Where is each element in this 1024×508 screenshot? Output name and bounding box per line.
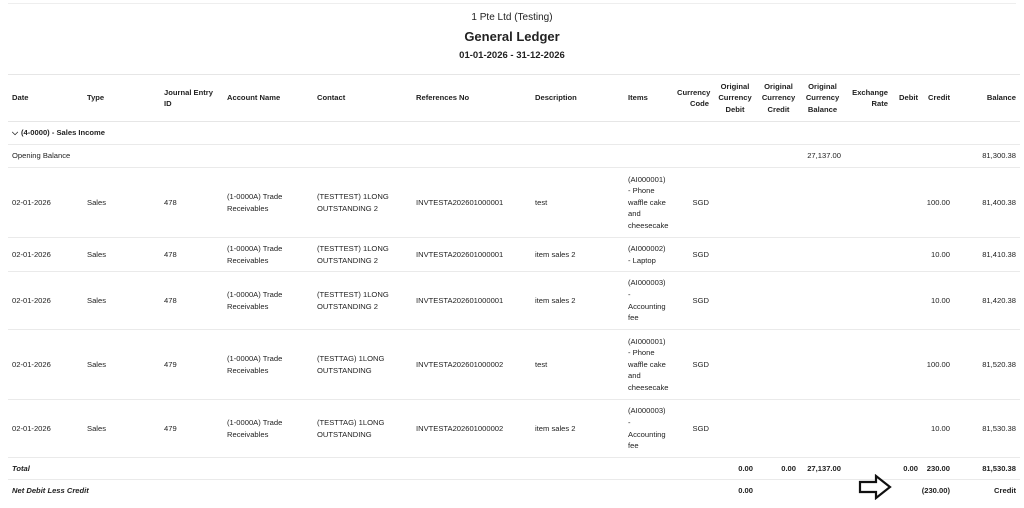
cell-desc: item sales 2 — [531, 238, 624, 272]
cell-date: 02-01-2026 — [8, 238, 83, 272]
general-ledger-table — [8, 74, 1020, 502]
cell-type: Sales — [83, 238, 160, 272]
top-divider — [8, 3, 1016, 4]
cell-items: (AI000001) - Phone waffle cake and cheesecake — [624, 330, 673, 400]
cell-debit — [892, 238, 922, 272]
cell-date: 02-01-2026 — [8, 400, 83, 458]
cell-je-id[interactable]: 479 — [160, 400, 223, 458]
cell-contact: (TESTTEST) 1LONG OUTSTANDING 2 — [313, 272, 412, 330]
table-row[interactable] — [8, 238, 1020, 272]
cell-je-id[interactable]: 478 — [160, 238, 223, 272]
table-row[interactable] — [8, 168, 1020, 238]
total-orig-balance: 27,137.00 — [800, 458, 845, 480]
right-arrow-icon — [858, 474, 892, 500]
cell-debit — [892, 168, 922, 238]
opening-orig-balance: 27,137.00 — [800, 145, 845, 168]
col-type[interactable]: Type — [83, 75, 160, 122]
cell-desc: item sales 2 — [531, 272, 624, 330]
total-balance: 81,530.38 — [954, 458, 1020, 480]
cell-items: (AI000001) - Phone waffle cake and cheesecake — [624, 168, 673, 238]
header-row — [8, 75, 1020, 122]
opening-balance-row — [8, 145, 1020, 168]
cell-credit: 10.00 — [922, 238, 954, 272]
cell-contact: (TESTTEST) 1LONG OUTSTANDING 2 — [313, 168, 412, 238]
col-contact[interactable]: Contact — [313, 75, 412, 122]
cell-ref[interactable]: INVTESTA202601000001 — [412, 238, 531, 272]
cell-account: (1-0000A) Trade Receivables — [223, 168, 313, 238]
cell-debit — [892, 272, 922, 330]
col-description[interactable]: Description — [531, 75, 624, 122]
cell-date: 02-01-2026 — [8, 272, 83, 330]
col-orig-balance[interactable]: Original Currency Balance — [800, 75, 845, 122]
col-currency-code[interactable]: Currency Code — [673, 75, 713, 122]
cell-balance: 81,400.38 — [954, 168, 1020, 238]
cell-desc: test — [531, 168, 624, 238]
cell-items: (AI000003) - Accounting fee — [624, 400, 673, 458]
total-orig-debit: 0.00 — [713, 458, 757, 480]
opening-balance: 81,300.38 — [954, 145, 1020, 168]
net-balance-type: Credit — [994, 486, 1016, 496]
cell-je-id[interactable]: 479 — [160, 330, 223, 400]
cell-currency: SGD — [673, 400, 713, 458]
col-orig-debit[interactable]: Original Currency Debit — [713, 75, 757, 122]
report-period: 01-01-2026 - 31-12-2026 — [459, 50, 565, 61]
cell-credit: 100.00 — [922, 330, 954, 400]
col-orig-credit[interactable]: Original Currency Credit — [757, 75, 800, 122]
cell-account: (1-0000A) Trade Receivables — [223, 400, 313, 458]
cell-contact: (TESTTEST) 1LONG OUTSTANDING 2 — [313, 238, 412, 272]
total-label: Total — [8, 458, 223, 480]
cell-type: Sales — [83, 272, 160, 330]
company-name: 1 Pte Ltd (Testing) — [471, 12, 553, 23]
table-row[interactable] — [8, 330, 1020, 400]
cell-account: (1-0000A) Trade Receivables — [223, 238, 313, 272]
cell-je-id[interactable]: 478 — [160, 272, 223, 330]
cell-items: (AI000002) - Laptop — [624, 238, 673, 272]
cell-credit: 10.00 — [922, 272, 954, 330]
total-credit: 230.00 — [922, 458, 954, 480]
net-orig-debit: 0.00 — [738, 486, 753, 496]
cell-currency: SGD — [673, 168, 713, 238]
cell-debit — [892, 400, 922, 458]
cell-credit: 100.00 — [922, 168, 954, 238]
col-balance[interactable]: Balance — [954, 75, 1020, 122]
cell-ref[interactable]: INVTESTA202601000001 — [412, 272, 531, 330]
cell-balance: 81,420.38 — [954, 272, 1020, 330]
net-label: Net Debit Less Credit — [12, 486, 89, 496]
cell-date: 02-01-2026 — [8, 330, 83, 400]
col-debit[interactable]: Debit — [892, 75, 922, 122]
col-exchange-rate[interactable]: Exchange Rate — [845, 75, 892, 122]
cell-type: Sales — [83, 330, 160, 400]
cell-balance: 81,410.38 — [954, 238, 1020, 272]
col-items[interactable]: Items — [624, 75, 673, 122]
cell-contact: (TESTTAG) 1LONG OUTSTANDING — [313, 330, 412, 400]
cell-currency: SGD — [673, 238, 713, 272]
col-account-name[interactable]: Account Name — [223, 75, 313, 122]
cell-type: Sales — [83, 400, 160, 458]
chevron-down-icon[interactable]: ⌵ — [12, 128, 19, 138]
cell-account: (1-0000A) Trade Receivables — [223, 330, 313, 400]
cell-credit: 10.00 — [922, 400, 954, 458]
cell-desc: item sales 2 — [531, 400, 624, 458]
cell-ref[interactable]: INVTESTA202601000001 — [412, 168, 531, 238]
table-row[interactable] — [8, 272, 1020, 330]
cell-date: 02-01-2026 — [8, 168, 83, 238]
net-debit: (230.00) — [921, 486, 950, 496]
table-row[interactable] — [8, 400, 1020, 458]
col-date[interactable]: Date — [8, 75, 83, 122]
cell-contact: (TESTTAG) 1LONG OUTSTANDING — [313, 400, 412, 458]
group-label: (4-0000) - Sales Income — [21, 128, 105, 138]
cell-ref[interactable]: INVTESTA202601000002 — [412, 330, 531, 400]
cell-debit — [892, 330, 922, 400]
cell-ref[interactable]: INVTESTA202601000002 — [412, 400, 531, 458]
report-title: General Ledger — [464, 29, 560, 44]
group-row-sales-income[interactable] — [8, 122, 1020, 145]
opening-label: Opening Balance — [8, 145, 223, 168]
col-references-no[interactable]: References No — [412, 75, 531, 122]
cell-balance: 81,530.38 — [954, 400, 1020, 458]
cell-currency: SGD — [673, 330, 713, 400]
report-header — [0, 11, 1024, 63]
cell-balance: 81,520.38 — [954, 330, 1020, 400]
cell-desc: test — [531, 330, 624, 400]
cell-je-id[interactable]: 478 — [160, 168, 223, 238]
total-orig-credit: 0.00 — [757, 458, 800, 480]
cell-currency: SGD — [673, 272, 713, 330]
col-journal-entry-id[interactable]: Journal Entry ID — [160, 75, 223, 122]
group-toggle[interactable] — [8, 122, 1020, 145]
cell-type: Sales — [83, 168, 160, 238]
col-credit[interactable]: Credit — [922, 75, 954, 122]
cell-account: (1-0000A) Trade Receivables — [223, 272, 313, 330]
total-debit: 0.00 — [892, 458, 922, 480]
cell-items: (AI000003) - Accounting fee — [624, 272, 673, 330]
